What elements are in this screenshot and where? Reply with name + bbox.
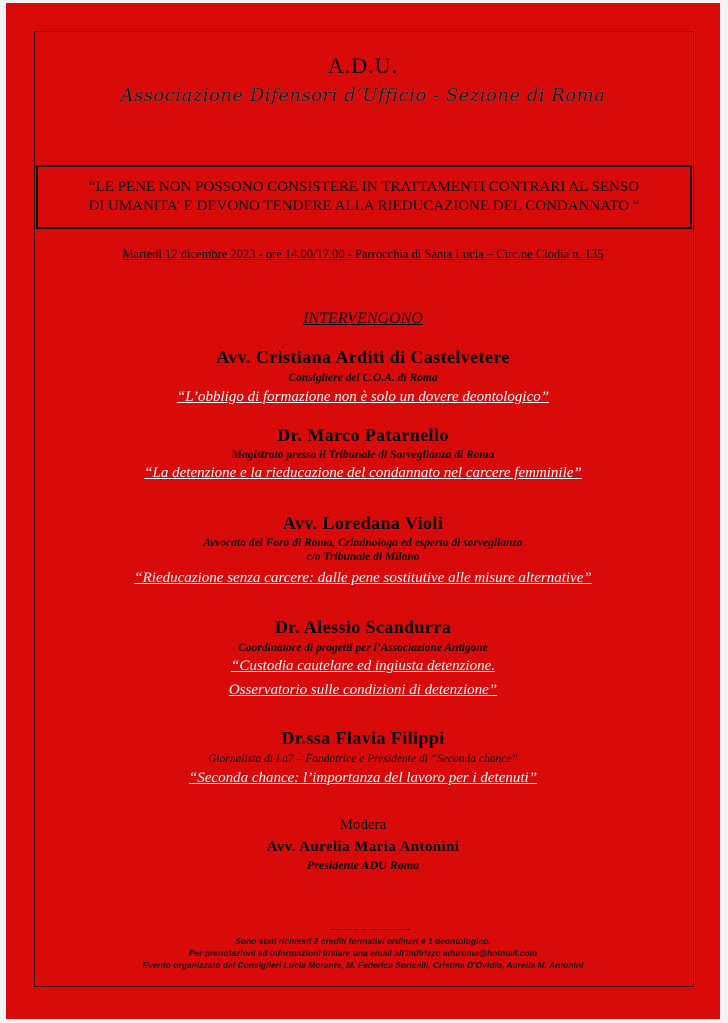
quote-box	[36, 165, 692, 229]
footer-credits: Sono stati richiesti 2 crediti formativi ordinari e 1 deontologico.	[235, 936, 491, 946]
speakers-heading: INTERVENGONO	[303, 310, 423, 327]
quote-line-2: DI UMANITA’ E DEVONO TENDERE ALLA RIEDUCAZIONE DEL CONDANNATO “	[88, 198, 640, 214]
speaker-5-role: Giornalista di La7 – Fondatrice e Presidente di “Seconda chance”	[208, 753, 518, 765]
speaker-2-name: Dr. Marco Patarnello	[277, 425, 449, 445]
speaker-3-name: Avv. Loredana Violi	[282, 513, 444, 533]
speaker-4-name: Dr. Alessio Scandurra	[274, 617, 452, 637]
event-details: Martedì 12 dicembre 2023 - ore 14.00/17.00 - Parrocchia di Santa Lucia – Circ.ne Clodia n. 135	[122, 247, 604, 261]
moderator-role: Presidente ADU Roma	[306, 858, 420, 872]
moderator-label: Modera	[339, 817, 387, 833]
speaker-3-role-line-2: c/o Tribunale di Milano	[306, 551, 420, 563]
speaker-2-role: Magistrato presso il Tribunale di Sorveglianza di Roma	[231, 449, 495, 461]
poster-page	[6, 3, 720, 1019]
moderator-name: Avv. Aurelia Maria Antonini	[266, 839, 460, 855]
footer-contact: Per prenotazioni ed informazioni inviare una email all’indirizzo aduroma@hotmail.com	[188, 948, 538, 958]
speaker-5-name: Dr.ssa Flavia Filippi	[281, 728, 445, 748]
quote-text	[88, 178, 639, 216]
speaker-4-role: Coordinatore di progetti per l’Associazione Antigone	[238, 642, 488, 654]
speaker-1-talk: “L’obbligo di formazione non è solo un dovere deontologico”	[176, 389, 550, 405]
speaker-5-talk: “Seconda chance: l’importanza del lavoro per i detenuti”	[188, 770, 538, 786]
footer-organizers: Evento organizzato dai Consiglieri Lucia Morante, M. Federica Soricelli, Cristina D’Ovidio, Aurelia M. Antonini	[142, 960, 584, 970]
speaker-2-talk: “La detenzione e la rieducazione del condannato nel carcere femminile”	[144, 465, 582, 481]
speaker-1-name: Avv. Cristiana Arditi di Castelvetere	[216, 347, 510, 367]
org-full-name: Associazione Difensori d’Ufficio - Sezione di Roma	[120, 85, 606, 106]
speaker-1-role: Consigliere del C.O.A. di Roma	[288, 372, 438, 384]
speaker-4-talk-line-1: “Custodia cautelare ed ingiusta detenzione.	[230, 658, 495, 674]
speaker-3-role-line-1: Avvocato del Foro di Roma, Criminologa ed esperta di sorveglianza	[203, 537, 523, 549]
speaker-3-talk: “Rieducazione senza carcere: dalle pene sostitutive alle misure alternative”	[134, 570, 592, 586]
speaker-4-talk-line-2: Osservatorio sulle condizioni di detenzione”	[228, 682, 498, 698]
quote-line-1: “LE PENE NON POSSONO CONSISTERE IN TRATTAMENTI CONTRARI AL SENSO	[88, 179, 640, 195]
footer-divider	[330, 929, 410, 930]
org-acronym: A.D.U.	[327, 53, 399, 78]
